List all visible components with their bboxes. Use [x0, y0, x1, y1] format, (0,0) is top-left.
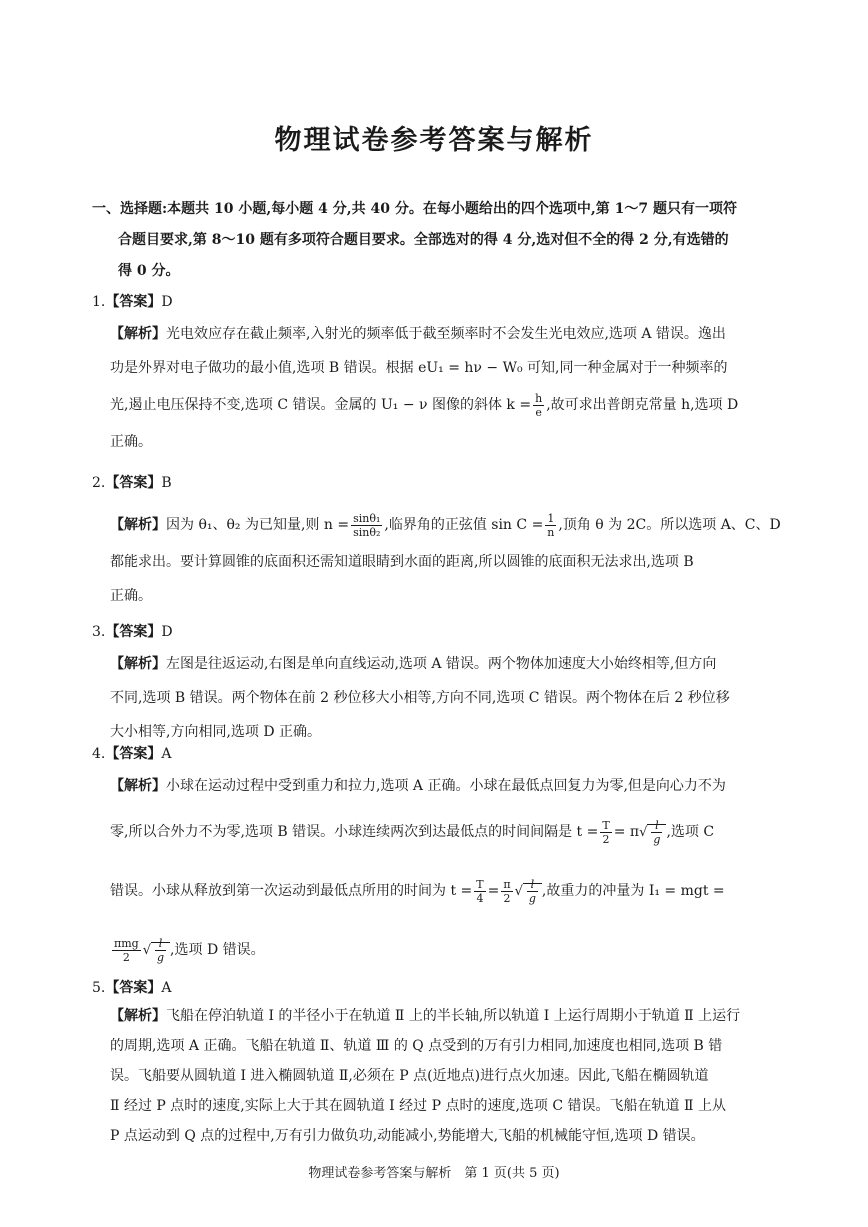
analysis-line: 不同,选项 B 错误。两个物体在前 2 秒位移大小相等,方向不同,选项 C 错误。两个物体在后 2 秒位移 [110, 690, 730, 706]
analysis-line: = π [613, 824, 640, 840]
question-5-analysis [110, 1001, 780, 1151]
analysis-line: 左图是往返运动,右图是单向直线运动,选项 A 错误。两个物体加速度大小始终相等,但方向 [166, 656, 717, 672]
question-4-answer [92, 743, 171, 763]
sqrt-l-over-g: √ $\frac{l}{g}$ [639, 804, 666, 862]
answer-value: D [161, 624, 173, 640]
page-footer: 物理试卷参考答案与解析 第 1 页(共 5 页) [308, 1166, 560, 1181]
answer-value: A [161, 980, 172, 996]
analysis-line: = [487, 883, 500, 899]
fraction-pi-over-2: $\frac{\pi}{2}$ [503, 877, 511, 905]
question-3-analysis [110, 647, 780, 749]
answer-value: B [161, 475, 172, 491]
fraction-pimg-over-2: $\frac{\text{πmg}}{2}$ [114, 936, 139, 964]
analysis-label: 【解析】 [110, 1008, 166, 1024]
analysis-line: 因为 θ₁、θ₂ 为已知量,则 n = [166, 517, 350, 533]
analysis-line: 零,所以合外力不为零,选项 B 错误。小球连续两次到达最低点的时间间隔是 t = [110, 824, 599, 840]
question-number: 4. [92, 746, 106, 762]
analysis-line: 大小相等,方向相同,选项 D 正确。 [110, 724, 322, 740]
analysis-line: 正确。 [110, 434, 152, 450]
analysis-line: ,故可求出普朗克常量 h,选项 D [546, 397, 739, 413]
question-number: 5. [92, 980, 106, 996]
question-2-answer [92, 472, 172, 492]
fraction-T-over-4: $\frac{T}{4}$ [476, 877, 484, 905]
instruction-line-1: 一、选择题:本题共 10 小题,每小题 4 分,共 40 分。在每小题给出的四个选项中,第 1～7 题只有一项符 [92, 201, 737, 217]
section-instructions [92, 194, 782, 287]
answer-label: 【答案】 [105, 475, 162, 491]
fraction-T-over-2: $\frac{T}{2}$ [602, 818, 610, 846]
analysis-line: 光电效应存在截止频率,入射光的频率低于截至频率时不会发生光电效应,选项 A 错误。逸出 [166, 326, 726, 342]
question-number: 2. [92, 475, 106, 491]
sqrt-l-over-g: √ $\frac{l}{g}$ [515, 863, 542, 921]
analysis-line: P 点运动到 Q 点的过程中,万有引力做负功,动能减小,势能增大,飞船的机械能守恒,选项 D 错误。 [110, 1128, 705, 1144]
analysis-line: ,选项 D 错误。 [170, 942, 265, 958]
analysis-line: 误。飞船要从圆轨道 Ⅰ 进入椭圆轨道 Ⅱ,必须在 P 点(近地点)进行点火加速。因此,飞船在椭圆轨道 [110, 1068, 709, 1084]
analysis-line: 光,遏止电压保持不变,选项 C 错误。金属的 U₁ − ν 图像的斜体 k = [110, 397, 532, 413]
analysis-label: 【解析】 [110, 326, 166, 342]
analysis-line: 的周期,选项 A 正确。飞船在轨道 Ⅱ、轨道 Ⅲ 的 Q 点受到的万有引力相同,加速度也相同,选项 B 错 [110, 1038, 723, 1054]
analysis-line: 功是外界对电子做功的最小值,选项 B 错误。根据 eU₁ = hν − W₀ 可知,同一种金属对于一种频率的 [110, 360, 728, 376]
question-number: 1. [92, 294, 106, 310]
analysis-line: 正确。 [110, 588, 152, 604]
fraction-sin-ratio: $\frac{\text{sinθ₁}}{\text{sinθ₂}}$ [353, 511, 381, 539]
instruction-line-3: 得 0 分。 [118, 263, 180, 279]
analysis-line: ,临界角的正弦值 sin C = [384, 517, 544, 533]
analysis-label: 【解析】 [110, 517, 166, 533]
analysis-line: Ⅱ 经过 P 点时的速度,实际上大于其在圆轨道 Ⅰ 经过 P 点时的速度,选项 C 错误。飞船在轨道 Ⅱ 上从 [110, 1098, 726, 1114]
question-2-analysis [110, 505, 780, 613]
fraction-h-over-e: $\frac{h}{e}$ [535, 391, 543, 419]
instruction-line-2: 合题目要求,第 8～10 题有多项符合题目要求。全部选对的得 4 分,选对但不全的得 2 分,有选错的 [118, 232, 729, 248]
question-1-analysis [110, 317, 780, 459]
analysis-line: 错误。小球从释放到第一次运动到最低点所用的时间为 t = [110, 883, 473, 899]
question-1-answer [92, 291, 173, 311]
sqrt-l-over-g: √ $\frac{l}{g}$ [143, 922, 170, 980]
analysis-line: 飞船在停泊轨道 Ⅰ 的半径小于在轨道 Ⅱ 上的半长轴,所以轨道 Ⅰ 上运行周期小于轨道 Ⅱ 上运行 [166, 1008, 741, 1024]
answer-label: 【答案】 [105, 746, 162, 762]
answer-value: D [161, 294, 173, 310]
analysis-line: ,顶角 θ 为 2C。所以选项 A、C、D [558, 517, 781, 533]
question-3-answer [92, 621, 173, 641]
question-number: 3. [92, 624, 106, 640]
analysis-label: 【解析】 [110, 778, 166, 794]
analysis-line: ,选项 C [666, 824, 715, 840]
page-title: 物理试卷参考答案与解析 [274, 125, 594, 156]
answer-value: A [161, 746, 172, 762]
question-4-analysis [110, 769, 780, 980]
answer-label: 【答案】 [105, 980, 162, 996]
analysis-line: 都能求出。要计算圆锥的底面积还需知道眼睛到水面的距离,所以圆锥的底面积无法求出,选项 B [110, 554, 694, 570]
analysis-label: 【解析】 [110, 656, 166, 672]
analysis-line: 小球在运动过程中受到重力和拉力,选项 A 正确。小球在最低点回复力为零,但是向心力不为 [166, 778, 726, 794]
fraction-one-over-n: $\frac{1}{n}$ [547, 511, 555, 539]
answer-label: 【答案】 [105, 624, 162, 640]
question-5-answer [92, 977, 171, 997]
analysis-line: ,故重力的冲量为 I₁ = mgt = [541, 883, 725, 899]
answer-label: 【答案】 [105, 294, 162, 310]
